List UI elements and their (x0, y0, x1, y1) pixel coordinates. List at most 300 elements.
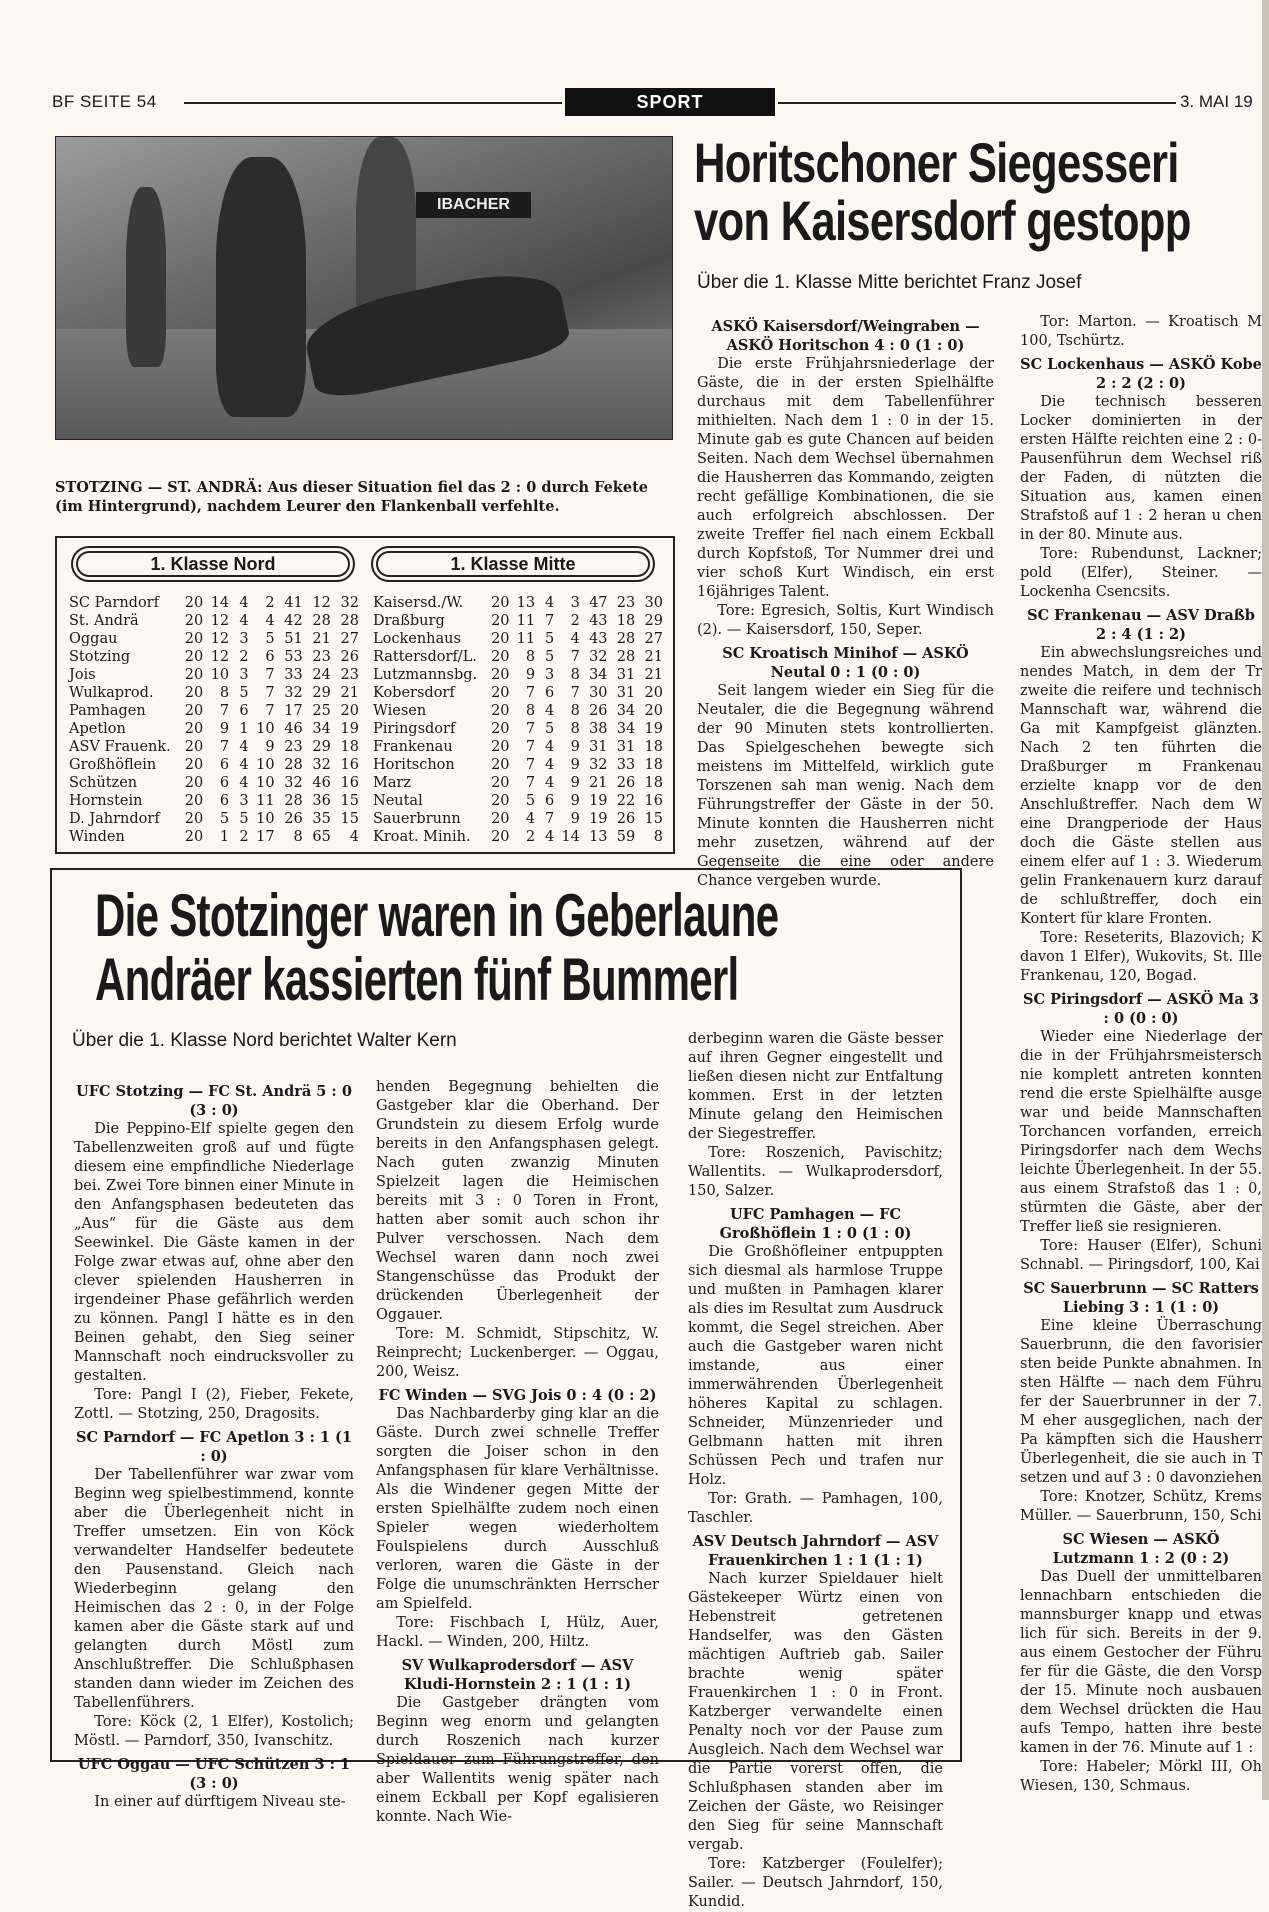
issue-date: 3. MAI 19 (1180, 92, 1253, 111)
team-name: St. Andrä (69, 613, 139, 629)
stat-cell: 19 (589, 793, 608, 809)
stat-cell: 9 (525, 667, 536, 683)
stat-cell: 26 (340, 649, 359, 665)
table-row (69, 774, 359, 792)
stat-cell: 5 (545, 631, 555, 647)
table-row (69, 630, 359, 648)
header-rule-left (184, 102, 562, 104)
photo-player (216, 157, 306, 417)
stat-cell: 31 (616, 685, 636, 701)
header-rule-right (778, 102, 1176, 104)
table-row (373, 612, 663, 630)
match-heading: SC Piringsdorf — ASKÖ Ma 3 : 0 (0 : 0) (1023, 991, 1259, 1027)
team-name: Hornstein (69, 793, 143, 809)
stat-cell: 29 (644, 613, 663, 629)
stat-cell: 20 (184, 613, 204, 629)
match-heading: SC Lockenhaus — ASKÖ Kobe 2 : 2 (2 : 0) (1020, 356, 1262, 392)
stat-cell: 38 (589, 721, 608, 737)
table-row (373, 738, 663, 756)
stat-cell: 10 (210, 667, 230, 683)
paragraph-continued: derbeginn waren die Gäste besser auf ihren Gegner eingestellt und ließen diesen nicht zur Entfaltung kommen. Erst in der letzten Minute gelang den Heimischen der Siegestreffer. (688, 1031, 943, 1142)
paragraph: Die Gastgeber drängten vom Beginn weg enorm und gelangten durch Roszenich nach kurzer Spieldauer zum Führungstreffer, den aber Wallentits wenig später nach einem Eckball per Kopf egalisieren konnte. Nach Wie- (376, 1695, 659, 1825)
paragraph: Tore: Köck (2, 1 Elfer), Kostolich; Möstl. — Parndorf, 350, Ivanschitz. (74, 1714, 354, 1749)
stat-cell: 20 (491, 811, 510, 827)
stat-cell: 21 (340, 685, 359, 701)
paragraph: In einer auf dürftigem Niveau ste- (94, 1794, 346, 1810)
story1-column-2 (1020, 313, 1263, 1794)
table-row (69, 648, 359, 666)
stat-cell: 18 (644, 757, 663, 773)
stat-cell: 9 (570, 739, 580, 755)
stat-cell: 11 (516, 613, 536, 629)
stat-cell: 20 (491, 595, 510, 611)
stat-cell: 4 (239, 775, 249, 791)
standings-table-mitte (373, 594, 663, 846)
stat-cell: 20 (491, 613, 510, 629)
stat-cell: 31 (589, 739, 608, 755)
stat-cell: 21 (644, 649, 663, 665)
stat-cell: 28 (284, 793, 303, 809)
byline-story2: Über die 1. Klasse Nord berichtet Walter Kern (72, 1030, 457, 1051)
table-row (69, 828, 359, 846)
team-name: Lutzmannsbg. (373, 667, 478, 683)
stat-cell: 25 (312, 703, 331, 719)
stat-cell: 20 (491, 631, 510, 647)
match-heading: SC Wiesen — ASKÖ Lutzmann 1 : 2 (0 : 2) (1052, 1531, 1230, 1567)
story2-column-2 (376, 1078, 659, 1827)
table-row (373, 774, 663, 792)
stat-cell: 6 (219, 793, 230, 809)
stat-cell: 21 (644, 667, 663, 683)
stat-cell: 4 (545, 829, 555, 845)
byline-story1: Über die 1. Klasse Mitte berichtet Franz Josef (697, 272, 1082, 293)
stat-cell: 59 (616, 829, 636, 845)
stat-cell: 6 (545, 685, 555, 701)
match-heading: UFC Oggau — UFC Schützen 3 : 1 (3 : 0) (77, 1756, 351, 1792)
stat-cell: 30 (644, 595, 663, 611)
stat-cell: 4 (265, 613, 275, 629)
stat-cell: 4 (239, 595, 249, 611)
stat-cell: 7 (265, 685, 275, 701)
team-name: SC Parndorf (69, 595, 159, 611)
stat-cell: 23 (284, 739, 303, 755)
stat-cell: 4 (239, 757, 249, 773)
stat-cell: 20 (184, 703, 204, 719)
team-name: Oggau (69, 631, 118, 647)
stat-cell: 8 (570, 703, 580, 719)
stat-cell: 27 (644, 631, 663, 647)
stat-cell: 4 (525, 811, 536, 827)
team-name: Winden (69, 829, 125, 845)
match-heading: ASKÖ Kaisersdorf/Weingraben — ASKÖ Horitschon 4 : 0 (1 : 0) (711, 318, 980, 354)
stat-cell: 9 (265, 739, 275, 755)
team-name: Rattersdorf/L. (373, 649, 477, 665)
stat-cell: 35 (312, 811, 331, 827)
stat-cell: 7 (525, 757, 536, 773)
standings-table-nord (69, 594, 359, 846)
match-photo (55, 136, 673, 440)
photo-player (126, 187, 166, 367)
stat-cell: 2 (265, 595, 275, 611)
stat-cell: 36 (312, 793, 331, 809)
stat-cell: 20 (644, 703, 663, 719)
stat-cell: 13 (516, 595, 536, 611)
stat-cell: 20 (491, 829, 510, 845)
team-name: Stotzing (69, 649, 131, 665)
match-heading: SC Parndorf — FC Apetlon 3 : 1 (1 : 0) (75, 1429, 353, 1465)
paragraph-continued: henden Begegnung behielten die Gastgeber klar die Oberhand. Der Grundstein zu diesem Erfolg wurde bereits in den Anfangsphasen gelegt. Nach guten zwanzig Minuten Spielzeit lagen die Heimischen bereits mit 3 : 0 Toren in Front, hatten aber somit auch schon ihr Pulver verschossen. Nach dem Wechsel waren dann noch zwei Stangenschüsse das Produkt der drückenden Überlegenheit der Oggauer. (376, 1079, 659, 1323)
stat-cell: 41 (284, 595, 303, 611)
stat-cell: 23 (312, 649, 331, 665)
stat-cell: 33 (616, 757, 636, 773)
stat-cell: 18 (644, 739, 663, 755)
stat-cell: 6 (219, 775, 230, 791)
stat-cell: 20 (184, 649, 204, 665)
team-name: Frankenau (373, 739, 453, 755)
stat-cell: 6 (545, 793, 555, 809)
stat-cell: 34 (616, 703, 636, 719)
stat-cell: 9 (570, 793, 580, 809)
paragraph: Tor: Marton. — Kroatisch M 100, Tschürtz. (1020, 314, 1262, 349)
paragraph: Tore: Fischbach I, Hülz, Auer, Hackl. — Winden, 200, Hiltz. (376, 1615, 659, 1650)
stat-cell: 7 (545, 811, 555, 827)
stat-cell: 5 (219, 811, 230, 827)
team-name: ASV Frauenk. (69, 739, 171, 755)
table-row (69, 738, 359, 756)
match-heading: ASV Deutsch Jahrndorf — ASV Frauenkirchen 1 : 1 (1 : 1) (692, 1533, 939, 1569)
stat-cell: 32 (312, 757, 331, 773)
stat-cell: 16 (644, 793, 663, 809)
headline-line: von Kaisersdorf gestopp (694, 189, 1191, 252)
match-heading: SC Kroatisch Minihof — ASKÖ Neutal 0 : 1 (0 : 0) (722, 645, 969, 681)
team-name: Schützen (69, 775, 138, 791)
stat-cell: 24 (312, 667, 331, 683)
match-heading: UFC Pamhagen — FC Großhöflein 1 : 0 (1 : 0) (719, 1206, 912, 1242)
paragraph: Die Peppino-Elf spielte gegen den Tabellenzweiten groß auf und fügte diesem eine empfindliche Niederlage bei. Zwei Tore binnen einer Minute in den Anfangsphasen bedeuteten das „Aus“ für die Gäste aus dem Seewinkel. Die Gäste kamen in der Folge zwar etwas auf, ohne aber den clever spielenden Hausherren in irgendeiner Phase gefährlich werden zu können. Pangl I hätte es in den Beinen gehabt, den Sieg seiner Mannschaft noch eindrucksvoller zu gestalten. (74, 1121, 354, 1384)
stat-cell: 7 (525, 775, 536, 791)
stat-cell: 65 (312, 829, 331, 845)
table-row (69, 612, 359, 630)
stat-cell: 5 (265, 631, 275, 647)
stat-cell: 31 (616, 667, 636, 683)
stat-cell: 7 (570, 685, 580, 701)
stat-cell: 20 (184, 829, 204, 845)
stat-cell: 21 (312, 631, 331, 647)
team-name: Kaisersd./W. (373, 595, 464, 611)
stat-cell: 21 (589, 775, 608, 791)
table-title-nord: 1. Klasse Nord (71, 546, 355, 582)
table-row (69, 720, 359, 738)
table-row (373, 666, 663, 684)
table-row (373, 828, 663, 846)
table-row (373, 684, 663, 702)
stat-cell: 8 (570, 721, 580, 737)
stat-cell: 9 (570, 775, 580, 791)
stat-cell: 47 (589, 595, 608, 611)
stat-cell: 4 (239, 739, 249, 755)
match-heading: SC Frankenau — ASV Draßb 2 : 4 (1 : 2) (1027, 607, 1255, 643)
stat-cell: 43 (589, 613, 608, 629)
stat-cell: 3 (570, 595, 580, 611)
stat-cell: 10 (256, 721, 275, 737)
headline-line: Andräer kassierten fünf Bummerl (95, 946, 739, 1013)
stat-cell: 19 (589, 811, 608, 827)
stat-cell: 33 (284, 667, 303, 683)
stat-cell: 29 (312, 685, 331, 701)
team-name: Sauerbrunn (373, 811, 461, 827)
stat-cell: 3 (239, 667, 249, 683)
stat-cell: 32 (589, 649, 608, 665)
paragraph: Tor: Grath. — Pamhagen, 100, Taschler. (688, 1491, 943, 1526)
paragraph: Die erste Frühjahrsniederlage der Gäste, die in der ersten Spielhälfte durchaus mit dem Tabellenführer mithielten. Nach dem 1 : 0 in der 15. Minute gab es gute Chancen auf beiden Seiten. Nach dem Wechsel übernahmen die Hausherren das Kommando, zeigten recht gefällige Kombinationen, die sie auch erfolgreich abschlossen. Der zweite Treffer fiel nach einem Eckball durch Kopfstoß, Tor Nummer drei und vier schoß Kurt Windisch, ein erst 16jähriges Talent. (697, 356, 994, 600)
stat-cell: 42 (284, 613, 303, 629)
team-name: Horitschon (373, 757, 455, 773)
stat-cell: 20 (184, 667, 204, 683)
table-row (69, 810, 359, 828)
stat-cell: 4 (545, 775, 555, 791)
stat-cell: 28 (312, 613, 331, 629)
paragraph: Tore: Reseterits, Blazovich; K davon 1 Elfer), Wukovits, St. Ille Frankenau, 120, Bogad. (1020, 930, 1262, 984)
team-name: Piringsdorf (373, 721, 456, 737)
paragraph: Tore: Knotzer, Schütz, Krems Müller. — Sauerbrunn, 150, Schi (1020, 1489, 1262, 1524)
stat-cell: 43 (589, 631, 608, 647)
section-tag: SPORT (565, 88, 775, 116)
stat-cell: 8 (570, 667, 580, 683)
photo-caption: STOTZING — ST. ANDRÄ: Aus dieser Situation fiel das 2 : 0 durch Fekete (im Hintergrund), nachdem Leurer den Flankenball verfehlte. (55, 479, 648, 515)
stat-cell: 11 (516, 631, 536, 647)
stat-cell: 5 (545, 721, 555, 737)
headline-line: Die Stotzinger waren in Geberlaune (95, 882, 779, 949)
stat-cell: 22 (616, 793, 636, 809)
stat-cell: 2 (570, 613, 580, 629)
stat-cell: 34 (616, 721, 636, 737)
stat-cell: 9 (570, 757, 580, 773)
match-heading: SC Sauerbrunn — SC Ratters Liebing 3 : 1 (1 : 0) (1023, 1280, 1259, 1316)
stat-cell: 34 (589, 667, 608, 683)
stat-cell: 20 (491, 739, 510, 755)
stat-cell: 26 (284, 811, 303, 827)
team-name: Jois (69, 667, 96, 683)
stat-cell: 12 (210, 631, 230, 647)
stat-cell: 4 (545, 595, 555, 611)
stat-cell: 1 (239, 721, 249, 737)
stat-cell: 32 (340, 595, 359, 611)
stat-cell: 20 (184, 775, 204, 791)
stat-cell: 3 (545, 667, 555, 683)
paragraph: Tore: Katzberger (Foulelfer); Sailer. — Deutsch Jahrndorf, 150, Kundid. (688, 1856, 943, 1910)
stat-cell: 17 (284, 703, 303, 719)
table-row (373, 810, 663, 828)
paragraph: Tore: Hauser (Elfer), Schuni Schnabl. — Piringsdorf, 100, Kai (1020, 1238, 1262, 1273)
stat-cell: 16 (340, 775, 359, 791)
team-name: Wulkaprod. (69, 685, 154, 701)
team-name: Pamhagen (69, 703, 146, 719)
photo-sign: IBACHER (416, 192, 531, 218)
stat-cell: 4 (545, 757, 555, 773)
stat-cell: 26 (616, 811, 636, 827)
paragraph: Tore: Habeler; Mörkl III, Oh Wiesen, 130, Schmaus. (1020, 1759, 1262, 1794)
stat-cell: 9 (570, 811, 580, 827)
stat-cell: 28 (616, 649, 636, 665)
stat-cell: 10 (256, 775, 275, 791)
stat-cell: 4 (545, 739, 555, 755)
table-row (69, 756, 359, 774)
paragraph: Seit langem wieder ein Sieg für die Neutaler, die die Begegnung während der 90 Minuten stets kontrollierten. Das Spielgeschehen bewegte sich meistens im Mittelfeld, wirklich gute Torszenen sah man wenig. Nach dem Führungstreffer der Gäste in der 50. Minute konnten die Hausherren nicht mehr zusetzen, während auf der Gegenseite die eine oder andere Chance vergeben wurde. (697, 683, 994, 889)
stat-cell: 12 (210, 613, 230, 629)
stat-cell: 7 (545, 613, 555, 629)
stat-cell: 34 (312, 721, 331, 737)
stat-cell: 18 (340, 739, 359, 755)
stat-cell: 18 (644, 775, 663, 791)
stat-cell: 26 (589, 703, 608, 719)
stat-cell: 13 (589, 829, 608, 845)
stat-cell: 46 (284, 721, 303, 737)
headline-story2 (95, 884, 778, 1012)
paragraph: Tore: Pangl I (2), Fieber, Fekete, Zottl. — Stotzing, 250, Dragosits. (74, 1387, 354, 1422)
stat-cell: 15 (340, 793, 359, 809)
paragraph: Ein abwechslungsreiches und nendes Match, in dem der Tr zweite die reifere und technisch Mannschaft war, während die Ga mit Kampfgeist glänzten. Nach 2 ten führten die Draßburger m Frankenau erzielte knapp vor de den Anschlußtreffer. Nach dem W eine Drangperiode der Haus doch die Gäste stellen aus einem elfer auf 1 : 3. Wiederum gelin Frankenauern kurz darauf de schlußtreffer, doch ein Kontert für klare Fronten. (1020, 645, 1262, 927)
team-name: Marz (373, 775, 412, 791)
stat-cell: 7 (219, 739, 230, 755)
team-name: Draßburg (373, 613, 445, 629)
stat-cell: 20 (184, 685, 204, 701)
story2-column-3 (688, 1030, 943, 1912)
paragraph: Die Großhöfleiner entpuppten sich diesmal als harmlose Truppe und mußten in Pamhagen klarer als dies im Resultat zum Ausdruck kommt, die Segel streichen. Aber auch die Gastgeber waren nicht imstande, aus einer immerwährenden Überlegenheit höheres Kapital zu schlagen. Schneider, Münzenrieder und Gelbmann hatten mit ihren Schüssen Pech und trafen nur Holz. (688, 1244, 943, 1488)
page-label: BF SEITE 54 (52, 92, 157, 111)
stat-cell: 10 (256, 757, 275, 773)
stat-cell: 8 (653, 829, 663, 845)
stat-cell: 27 (340, 631, 359, 647)
stat-cell: 23 (340, 667, 359, 683)
paragraph: Wieder eine Niederlage der die in der Frühjahrsmeistersch nie komplett antreten konnten rend die erste Spielhälfte ausge war und beide Mannschaften Torchancen vorfanden, erreich Piringsdorfer nach dem Wechs leichte Überlegenheit. In der 55. aus einem Strafstoß das 1 : 0, stürmten die Gäste, aber der Treffer ließ sie resignieren. (1020, 1029, 1262, 1235)
headline-line: Horitschoner Siegesseri (694, 131, 1179, 194)
stat-cell: 26 (616, 775, 636, 791)
stat-cell: 3 (239, 793, 249, 809)
team-name: D. Jahrndorf (69, 811, 160, 827)
stat-cell: 20 (184, 739, 204, 755)
table-title-mitte: 1. Klasse Mitte (371, 546, 655, 582)
paragraph: Tore: M. Schmidt, Stipschitz, W. Reinprecht; Luckenberger. — Oggau, 200, Weisz. (376, 1326, 659, 1380)
stat-cell: 2 (525, 829, 536, 845)
table-row (373, 648, 663, 666)
stat-cell: 7 (219, 703, 230, 719)
stat-cell: 4 (349, 829, 359, 845)
paragraph: Nach kurzer Spieldauer hielt Gästekeeper Würtz einen von Hebenstreit getretenen Handselfer, was den Gästen mächtigen Auftrieb gab. Sailer brachte wenig später Frauenkirchen 1 : 0 in Front. Katzberger verwandelte einen Penalty noch vor der Pause zum Ausgleich. Nach dem Wechsel war die Partie vorerst offen, die Schlußphasen standen aber im Zeichen der Gäste, wo Reisinger den Sieg für seine Mannschaft vergab. (688, 1571, 943, 1853)
stat-cell: 14 (561, 829, 580, 845)
stat-cell: 2 (239, 829, 249, 845)
table-row (69, 666, 359, 684)
team-name: Wiesen (373, 703, 427, 719)
story1-column-1 (697, 313, 994, 891)
stat-cell: 20 (491, 775, 510, 791)
stat-cell: 6 (239, 703, 249, 719)
table-row (373, 792, 663, 810)
stat-cell: 7 (265, 667, 275, 683)
table-row (69, 792, 359, 810)
stat-cell: 16 (340, 757, 359, 773)
stat-cell: 7 (570, 649, 580, 665)
league-tables (55, 536, 675, 854)
team-name: Lockenhaus (373, 631, 461, 647)
stat-cell: 17 (256, 829, 275, 845)
stat-cell: 6 (265, 649, 275, 665)
paragraph: Tore: Roszenich, Pavischitz; Wallentits. — Wulkaprodersdorf, 150, Salzer. (688, 1145, 943, 1199)
stat-cell: 1 (219, 829, 230, 845)
stat-cell: 5 (239, 685, 249, 701)
stat-cell: 20 (184, 811, 204, 827)
stat-cell: 18 (616, 613, 636, 629)
stat-cell: 20 (184, 721, 204, 737)
stat-cell: 4 (545, 703, 555, 719)
team-name: Großhöflein (69, 757, 157, 773)
stat-cell: 4 (570, 631, 580, 647)
stat-cell: 9 (219, 721, 230, 737)
match-heading: SV Wulkaprodersdorf — ASV Kludi-Hornstein 2 : 1 (1 : 1) (401, 1657, 634, 1693)
stat-cell: 51 (284, 631, 303, 647)
stat-cell: 20 (491, 757, 510, 773)
stat-cell: 19 (644, 721, 663, 737)
table-row (373, 756, 663, 774)
stat-cell: 32 (589, 757, 608, 773)
stat-cell: 20 (491, 793, 510, 809)
stat-cell: 31 (616, 739, 636, 755)
stat-cell: 7 (525, 685, 536, 701)
stat-cell: 20 (184, 631, 204, 647)
table-row (373, 702, 663, 720)
team-name: Neutal (373, 793, 423, 809)
stat-cell: 6 (219, 757, 230, 773)
team-name: Kobersdorf (373, 685, 455, 701)
table-row (69, 594, 359, 612)
story2-column-1 (74, 1078, 354, 1812)
stat-cell: 30 (589, 685, 608, 701)
headline-story1 (694, 131, 1191, 252)
stat-cell: 20 (491, 649, 510, 665)
stat-cell: 28 (284, 757, 303, 773)
paragraph: Tore: Rubendunst, Lackner; pold (Elfer), Steiner. — Lockenha Csencsits. (1020, 546, 1262, 600)
table-row (373, 720, 663, 738)
stat-cell: 5 (545, 649, 555, 665)
stat-cell: 10 (256, 811, 275, 827)
stat-cell: 20 (491, 721, 510, 737)
stat-cell: 7 (265, 703, 275, 719)
stat-cell: 20 (644, 685, 663, 701)
stat-cell: 46 (312, 775, 331, 791)
page-edge (1262, 0, 1269, 1800)
paragraph: Das Duell der unmittelbaren lennachbarn entschieden die mannsburger knapp und etwas lich für sich. Bereits in der 9. aus einem Gestocher der Führu fer für die Gäste, die den Vorsp der 15. Minute noch ausbauen dem Wechsel drückten die Hau aufs Tempo, hatten ihre beste kamen in der 76. Minute auf 1 : (1020, 1569, 1262, 1756)
stat-cell: 15 (340, 811, 359, 827)
stat-cell: 7 (525, 721, 536, 737)
table-row (69, 684, 359, 702)
stat-cell: 20 (491, 667, 510, 683)
stat-cell: 28 (340, 613, 359, 629)
stat-cell: 32 (284, 775, 303, 791)
stat-cell: 14 (210, 595, 230, 611)
stat-cell: 8 (525, 703, 536, 719)
stat-cell: 19 (340, 721, 359, 737)
paragraph: Tore: Egresich, Soltis, Kurt Windisch (2). — Kaisersdorf, 150, Seper. (697, 603, 994, 638)
team-name: Apetlon (69, 721, 126, 737)
paragraph: Eine kleine Überraschung Sauerbrunn, die den favorisier sten beide Punkte abnahmen. In sten Hälfte — nach dem Führu fer der Sauerbrunner in der 7. M eher ausgeglichen, nach der Pa kämpften sich die Hausherr Überlegenheit, die sie auch in T setzen und auf 3 : 0 davonziehen (1020, 1318, 1263, 1486)
stat-cell: 20 (491, 685, 510, 701)
paragraph: Die technisch besseren Locker dominierten in der ersten Hälfte reichten eine 2 : 0-Pausenführun dem Wechsel riß der Faden, di nützten die Situation aus, kamen einen Strafstoß auf 1 : 2 heran u chen in der 80. Minute aus. (1020, 394, 1262, 543)
stat-cell: 28 (616, 631, 636, 647)
stat-cell: 5 (525, 793, 536, 809)
stat-cell: 8 (525, 649, 536, 665)
match-heading: UFC Stotzing — FC St. Andrä 5 : 0 (3 : 0) (76, 1083, 352, 1119)
stat-cell: 20 (184, 793, 204, 809)
table-row (69, 702, 359, 720)
